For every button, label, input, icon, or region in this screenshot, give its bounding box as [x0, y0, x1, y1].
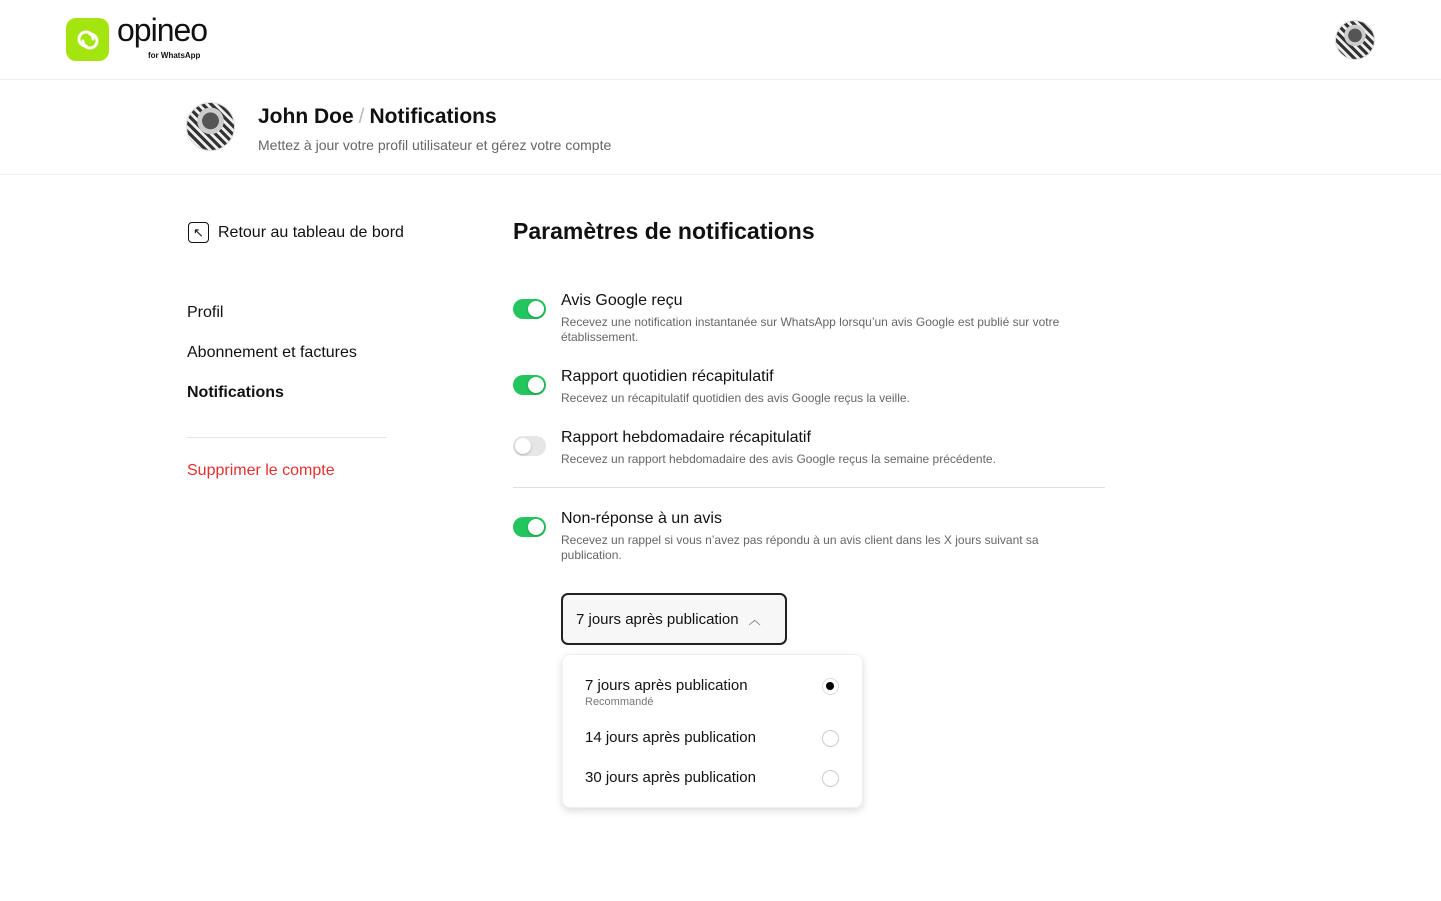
toggle-daily-report[interactable] — [513, 375, 546, 395]
profile-avatar — [186, 102, 235, 151]
delete-account-link[interactable]: Supprimer le compte — [187, 462, 335, 479]
arrow-up-left-icon: ↖ — [188, 222, 209, 243]
radio-icon[interactable] — [822, 770, 839, 787]
back-label: Retour au tableau de bord — [218, 223, 404, 241]
toggle-weekly-report[interactable] — [513, 436, 546, 456]
breadcrumb-separator: / — [358, 105, 365, 128]
section-divider — [513, 487, 1105, 488]
logo-tagline: for WhatsApp — [148, 51, 201, 60]
toggle-no-reply[interactable] — [513, 517, 546, 537]
page-subtitle: Mettez à jour votre profil utilisateur et gérez votre compte — [258, 137, 612, 153]
radio-icon[interactable] — [822, 730, 839, 747]
toggle-google-review[interactable] — [513, 299, 546, 319]
breadcrumb-page: Notifications — [369, 105, 497, 128]
setting-title: Non-réponse à un avis — [561, 510, 722, 527]
reminder-delay-select[interactable] — [561, 593, 787, 645]
setting-title: Avis Google reçu — [561, 292, 683, 309]
user-avatar[interactable] — [1335, 20, 1375, 60]
setting-desc: Recevez un récapitulatif quotidien des avis Google reçus la veille. — [561, 391, 910, 405]
setting-desc: Recevez un rappel si vous n’avez pas répondu à un avis client dans les X jours suivant sa publication. — [561, 533, 1039, 562]
reminder-delay-dropdown — [562, 654, 863, 808]
sidebar-divider — [187, 437, 387, 438]
setting-desc: Recevez une notification instantanée sur WhatsApp lorsqu’un avis Google est publié sur votre établissement. — [561, 315, 1060, 344]
option-label: 30 jours après publication — [585, 769, 756, 786]
setting-title: Rapport hebdomadaire récapitulatif — [561, 429, 811, 446]
breadcrumb-user: John Doe — [258, 105, 354, 128]
sidebar-item-notifications[interactable]: Notifications — [187, 384, 284, 401]
option-30-days[interactable] — [585, 769, 843, 787]
setting-title: Rapport quotidien récapitulatif — [561, 368, 774, 385]
option-label: 14 jours après publication — [585, 729, 756, 746]
sidebar-item-profil[interactable]: Profil — [187, 304, 224, 321]
option-7-days[interactable] — [585, 677, 843, 709]
breadcrumb — [258, 105, 497, 129]
logo-text: opineo — [117, 12, 208, 48]
option-sublabel: Recommandé — [585, 696, 654, 708]
back-to-dashboard-link[interactable] — [188, 222, 404, 243]
select-value: 7 jours après publication — [576, 610, 739, 628]
radio-selected-icon[interactable] — [822, 678, 839, 695]
main-title: Paramètres de notifications — [513, 218, 815, 244]
sidebar-item-abonnement[interactable]: Abonnement et factures — [187, 344, 357, 361]
logo-icon[interactable] — [66, 18, 109, 61]
option-label: 7 jours après publication — [585, 677, 748, 694]
sidebar-nav — [187, 304, 357, 424]
chevron-up-icon: ︿ — [748, 612, 761, 627]
option-14-days[interactable] — [585, 729, 843, 747]
setting-desc: Recevez un rapport hebdomadaire des avis Google reçus la semaine précédente. — [561, 452, 996, 466]
page-header — [0, 80, 1441, 175]
top-bar — [0, 0, 1441, 80]
